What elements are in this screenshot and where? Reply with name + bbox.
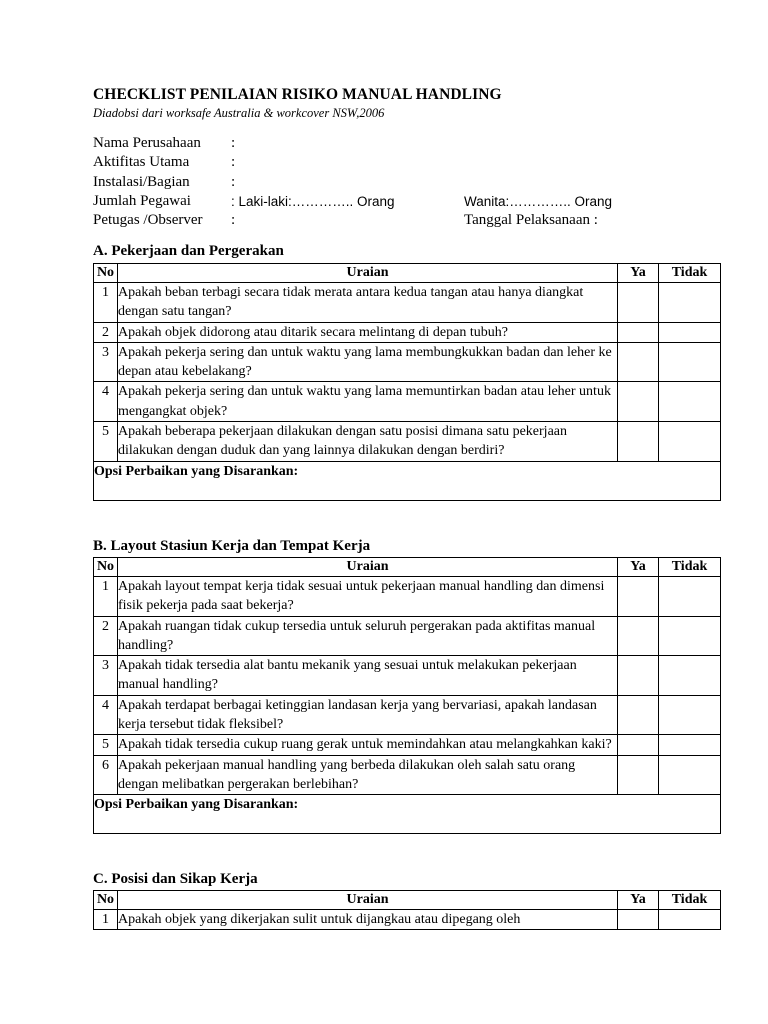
- tidak-checkbox-cell[interactable]: [659, 735, 721, 755]
- item-question: Apakah pekerjaan manual handling yang berbeda dilakukan oleh salah satu orang dengan melibatkan pergerakan berlebihan?: [118, 755, 618, 795]
- item-question: Apakah tidak tersedia alat bantu mekanik yang sesuai untuk melakukan pekerjaan manual handling?: [118, 656, 618, 696]
- info-label: Aktifitas Utama: [93, 154, 190, 171]
- ya-checkbox-cell[interactable]: [618, 735, 659, 755]
- tidak-checkbox-cell[interactable]: [659, 616, 721, 656]
- table-row: [94, 382, 721, 422]
- tidak-checkbox-cell[interactable]: [659, 656, 721, 696]
- header-ya: Ya: [618, 558, 659, 577]
- table-row: [94, 577, 721, 617]
- item-number: 5: [94, 422, 118, 462]
- header-no: No: [94, 558, 118, 577]
- tidak-checkbox-cell[interactable]: [659, 283, 721, 323]
- info-label: Jumlah Pegawai: [93, 192, 191, 209]
- header-uraian: Uraian: [118, 264, 618, 283]
- ya-checkbox-cell[interactable]: [618, 342, 659, 382]
- tidak-checkbox-cell[interactable]: [659, 322, 721, 342]
- item-number: 4: [94, 382, 118, 422]
- info-field[interactable]: :: [231, 173, 236, 190]
- tidak-checkbox-cell[interactable]: [659, 577, 721, 617]
- item-number: 6: [94, 755, 118, 795]
- ya-checkbox-cell[interactable]: [618, 577, 659, 617]
- item-number: 4: [94, 695, 118, 735]
- section-heading-c: C. Posisi dan Sikap Kerja: [93, 871, 258, 887]
- item-question: Apakah ruangan tidak cukup tersedia untuk seluruh pergerakan pada aktifitas manual handling?: [118, 616, 618, 656]
- header-tidak: Tidak: [659, 891, 721, 910]
- info-row-aktifitas-utama: [93, 153, 693, 172]
- opsi-row: [94, 461, 721, 500]
- ya-checkbox-cell[interactable]: [618, 656, 659, 696]
- table-row: [94, 755, 721, 795]
- header-ya: Ya: [618, 891, 659, 910]
- header-no: No: [94, 264, 118, 283]
- section-heading-a: A. Pekerjaan dan Pergerakan: [93, 243, 284, 259]
- ya-checkbox-cell[interactable]: [618, 755, 659, 795]
- table-header-row: [94, 264, 721, 283]
- checklist-table-b: [93, 557, 721, 834]
- table-row: [94, 735, 721, 755]
- info-row-instalasi-bagian: [93, 173, 693, 192]
- table-row: [94, 283, 721, 323]
- tidak-checkbox-cell[interactable]: [659, 755, 721, 795]
- item-number: 1: [94, 283, 118, 323]
- checklist-table-a: [93, 263, 721, 501]
- ya-checkbox-cell[interactable]: [618, 382, 659, 422]
- item-number: 3: [94, 656, 118, 696]
- item-number: 3: [94, 342, 118, 382]
- table-row: [94, 910, 721, 930]
- jumlah-laki-laki-field[interactable]: : Laki-laki:………….. Orang: [231, 193, 395, 209]
- info-field[interactable]: :: [231, 154, 236, 171]
- document-subtitle: Diadobsi dari worksafe Australia & workcover NSW,2006: [93, 106, 385, 120]
- header-no: No: [94, 891, 118, 910]
- item-number: 2: [94, 322, 118, 342]
- item-number: 5: [94, 735, 118, 755]
- info-field[interactable]: :: [231, 135, 236, 151]
- item-number: 1: [94, 577, 118, 617]
- header-ya: Ya: [618, 264, 659, 283]
- info-field[interactable]: :: [231, 212, 236, 229]
- ya-checkbox-cell[interactable]: [618, 322, 659, 342]
- jumlah-wanita-field[interactable]: Wanita:………….. Orang: [464, 193, 613, 209]
- ya-checkbox-cell[interactable]: [618, 283, 659, 323]
- info-label: Instalasi/Bagian: [93, 173, 190, 190]
- ya-checkbox-cell[interactable]: [618, 616, 659, 656]
- tidak-checkbox-cell[interactable]: [659, 342, 721, 382]
- item-question: Apakah pekerja sering dan untuk waktu yang lama membungkukkan badan dan leher ke depan atau kebelakang?: [118, 342, 618, 382]
- item-question: Apakah terdapat berbagai ketinggian landasan kerja yang bervariasi, apakah landasan kerja tersebut tidak fleksibel?: [118, 695, 618, 735]
- tidak-checkbox-cell[interactable]: [659, 695, 721, 735]
- opsi-perbaikan-field[interactable]: Opsi Perbaikan yang Disarankan:: [94, 795, 721, 834]
- item-question: Apakah objek didorong atau ditarik secara melintang di depan tubuh?: [118, 322, 618, 342]
- info-label: Petugas /Observer: [93, 212, 203, 229]
- item-question: Apakah layout tempat kerja tidak sesuai untuk pekerjaan manual handling dan dimensi fisik pekerja pada saat bekerja?: [118, 577, 618, 617]
- document-title: CHECKLIST PENILAIAN RISIKO MANUAL HANDLING: [93, 86, 502, 103]
- tidak-checkbox-cell[interactable]: [659, 382, 721, 422]
- item-question: Apakah tidak tersedia cukup ruang gerak untuk memindahkan atau melangkahkan kaki?: [118, 735, 618, 755]
- ya-checkbox-cell[interactable]: [618, 910, 659, 930]
- item-number: 2: [94, 616, 118, 656]
- ya-checkbox-cell[interactable]: [618, 422, 659, 462]
- tidak-checkbox-cell[interactable]: [659, 422, 721, 462]
- header-uraian: Uraian: [118, 891, 618, 910]
- table-row: [94, 656, 721, 696]
- table-header-row: [94, 558, 721, 577]
- header-tidak: Tidak: [659, 264, 721, 283]
- info-label: Nama Perusahaan: [93, 135, 201, 151]
- tanggal-pelaksanaan-field[interactable]: Tanggal Pelaksanaan :: [464, 212, 598, 229]
- table-header-row: [94, 891, 721, 910]
- info-row-nama-perusahaan: [93, 134, 693, 153]
- header-uraian: Uraian: [118, 558, 618, 577]
- header-tidak: Tidak: [659, 558, 721, 577]
- table-row: [94, 695, 721, 735]
- item-question: Apakah beberapa pekerjaan dilakukan dengan satu posisi dimana satu pekerjaan dilakukan dengan duduk dan yang lainnya dilakukan dengan berdiri?: [118, 422, 618, 462]
- item-question: Apakah objek yang dikerjakan sulit untuk dijangkau atau dipegang oleh: [118, 910, 618, 930]
- tidak-checkbox-cell[interactable]: [659, 910, 721, 930]
- section-heading-b: B. Layout Stasiun Kerja dan Tempat Kerja: [93, 538, 371, 554]
- table-row: [94, 342, 721, 382]
- info-block: [93, 134, 693, 230]
- checklist-table-c: [93, 890, 721, 930]
- item-question: Apakah beban terbagi secara tidak merata antara kedua tangan atau hanya diangkat dengan satu tangan?: [118, 283, 618, 323]
- item-question: Apakah pekerja sering dan untuk waktu yang lama memuntirkan badan atau leher untuk mengangkat objek?: [118, 382, 618, 422]
- info-row-petugas-observer: [93, 211, 693, 230]
- opsi-perbaikan-field[interactable]: Opsi Perbaikan yang Disarankan:: [94, 461, 721, 500]
- opsi-row: [94, 795, 721, 834]
- table-row: [94, 422, 721, 462]
- table-row: [94, 322, 721, 342]
- item-number: 1: [94, 910, 118, 930]
- info-row-jumlah-pegawai: [93, 192, 693, 211]
- ya-checkbox-cell[interactable]: [618, 695, 659, 735]
- table-row: [94, 616, 721, 656]
